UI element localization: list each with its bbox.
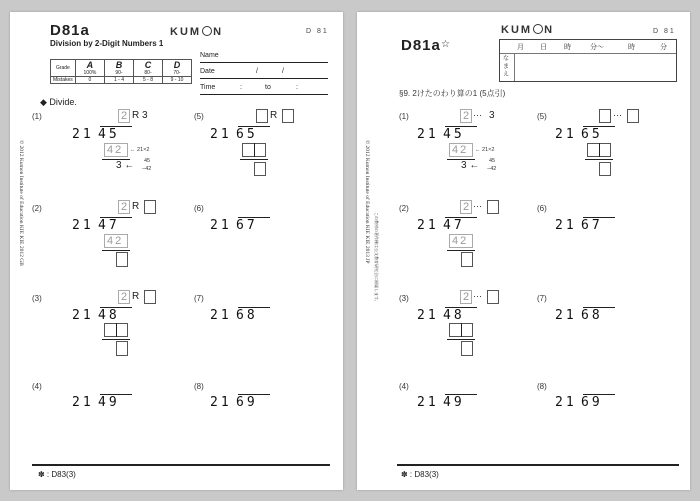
remainder-box[interactable]: [254, 162, 266, 176]
worksheet-japanese: KUM N D 81 D81a ☆ 月 日 時 分〜 時 分 なまえ §9. 2けたのわり算の1 (5点引) © 2012 Kumon Institute of Education KIE KIE 2013 JP この教材の著作権は公文教育研究会に帰属します。 (1) 2 ··· 3 21 45 42 ← 21×2 3 ← 45 −42 (5) ··· 21 65 (2) 2 ··· 21 47 42 (6) 21 67 (3) 2 ··· 21 48 (7) 21 68 (4) 21 49 (8) 21 69 ✽ : D83(3): [357, 12, 690, 490]
problem-number: (4): [399, 382, 409, 391]
remainder-box[interactable]: [282, 109, 294, 123]
remainder-box[interactable]: [116, 341, 128, 356]
worksheet-title: D81a: [401, 37, 441, 54]
quotient-box[interactable]: [256, 109, 268, 123]
problem-number: (1): [32, 112, 42, 121]
remainder-box[interactable]: [144, 200, 156, 214]
mistakes-label: Mistakes: [51, 77, 76, 84]
quotient-box[interactable]: [599, 109, 611, 123]
problem-number: (2): [32, 204, 42, 213]
instruction: §9. 2けたのわり算の1 (5点引): [399, 89, 506, 98]
product-box[interactable]: 42: [449, 143, 473, 157]
footer-rule: [32, 464, 330, 466]
problem-number: (6): [194, 204, 204, 213]
kumon-logo: KUM N: [170, 26, 224, 38]
worksheet-title: D81a: [50, 22, 90, 39]
time-field[interactable]: [200, 94, 328, 95]
date-field[interactable]: [200, 78, 328, 79]
quotient-box[interactable]: 2: [460, 109, 472, 123]
level-code: D 81: [653, 28, 676, 35]
level-code: D 81: [306, 28, 329, 35]
name-label: Name: [200, 52, 219, 59]
footer-rule: [397, 464, 679, 466]
grade-table: Grade A 100% B 90- C 80- D 70- Mistakes 0 1 - 4 5 - 8 9 - 10: [50, 59, 192, 84]
product-box[interactable]: 42: [104, 234, 128, 248]
problem-number: (3): [32, 294, 42, 303]
remainder-box[interactable]: [144, 290, 156, 304]
name-label: なまえ: [503, 56, 510, 78]
remainder-box[interactable]: [461, 341, 473, 356]
kumon-logo: KUM N: [501, 24, 555, 36]
remainder: 3: [489, 110, 495, 121]
problem-number: (7): [537, 294, 547, 303]
copyright-note: この教材の著作権は公文教育研究会に帰属します。: [374, 212, 379, 304]
remainder-box[interactable]: [461, 252, 473, 267]
star-icon: ☆: [441, 39, 450, 50]
remainder-box[interactable]: [116, 252, 128, 267]
problem-number: (7): [194, 294, 204, 303]
grade-b: B: [115, 60, 123, 70]
problem-number: (2): [399, 204, 409, 213]
problem-number: (5): [537, 112, 547, 121]
copyright-side: © 2012 Kumon Institute of Education KIE KIE 2013 JP: [364, 140, 370, 264]
problem-number: (3): [399, 294, 409, 303]
remainder-box[interactable]: [599, 162, 611, 176]
name-field[interactable]: [200, 62, 328, 63]
grade-label: Grade: [51, 60, 76, 77]
grade-a: A: [86, 60, 94, 70]
remainder-box[interactable]: [487, 200, 499, 214]
quotient-box[interactable]: 2: [118, 200, 130, 214]
grade-d: D: [173, 60, 181, 70]
problem-number: (1): [399, 112, 409, 121]
quotient-box[interactable]: 2: [118, 290, 130, 304]
product-box[interactable]: 42: [449, 234, 473, 248]
footer-code: ✽ : D83(3): [38, 470, 76, 479]
remainder: 3: [142, 110, 148, 121]
grade-c: C: [144, 60, 152, 70]
footer-code: ✽ : D83(3): [401, 470, 439, 479]
instruction: ◆ Divide.: [40, 97, 77, 107]
worksheet-english: D81a KUM N D 81 Division by 2-Digit Numbers 1 Grade A 100% B 90- C 80- D 70- Mistakes 0 1 - 4 5 - 8 9 - 10 Name Date / / Time : to : ◆ Divide. © 2012 Kumon Institute of Education KIE KIE 2012 GB (1) 2 R 3 21 45 42 ← 21×2 3 ← 45 −42 (5) R 21 65 (2) 2 R 21 47 42 (6) 21 67 (3) 2 R 21 48 (7) 21 68 (4) 21 49 (8) 21 69 ✽ : D83(3): [10, 12, 343, 490]
quotient-box[interactable]: 2: [460, 200, 472, 214]
worksheet-subtitle: Division by 2-Digit Numbers 1: [50, 39, 164, 48]
problem-number: (5): [194, 112, 204, 121]
problem-number: (8): [194, 382, 204, 391]
date-label: Date: [200, 68, 215, 75]
problem-number: (6): [537, 204, 547, 213]
product-box[interactable]: 42: [104, 143, 128, 157]
quotient-box[interactable]: 2: [118, 109, 130, 123]
remainder-box[interactable]: [627, 109, 639, 123]
time-label: Time: [200, 84, 216, 91]
problem-number: (4): [32, 382, 42, 391]
problem-number: (8): [537, 382, 547, 391]
copyright-side: © 2012 Kumon Institute of Education KIE KIE 2012 GB: [18, 140, 24, 266]
date-name-box: 月 日 時 分〜 時 分 なまえ: [499, 39, 677, 82]
quotient-box[interactable]: 2: [460, 290, 472, 304]
remainder-box[interactable]: [487, 290, 499, 304]
